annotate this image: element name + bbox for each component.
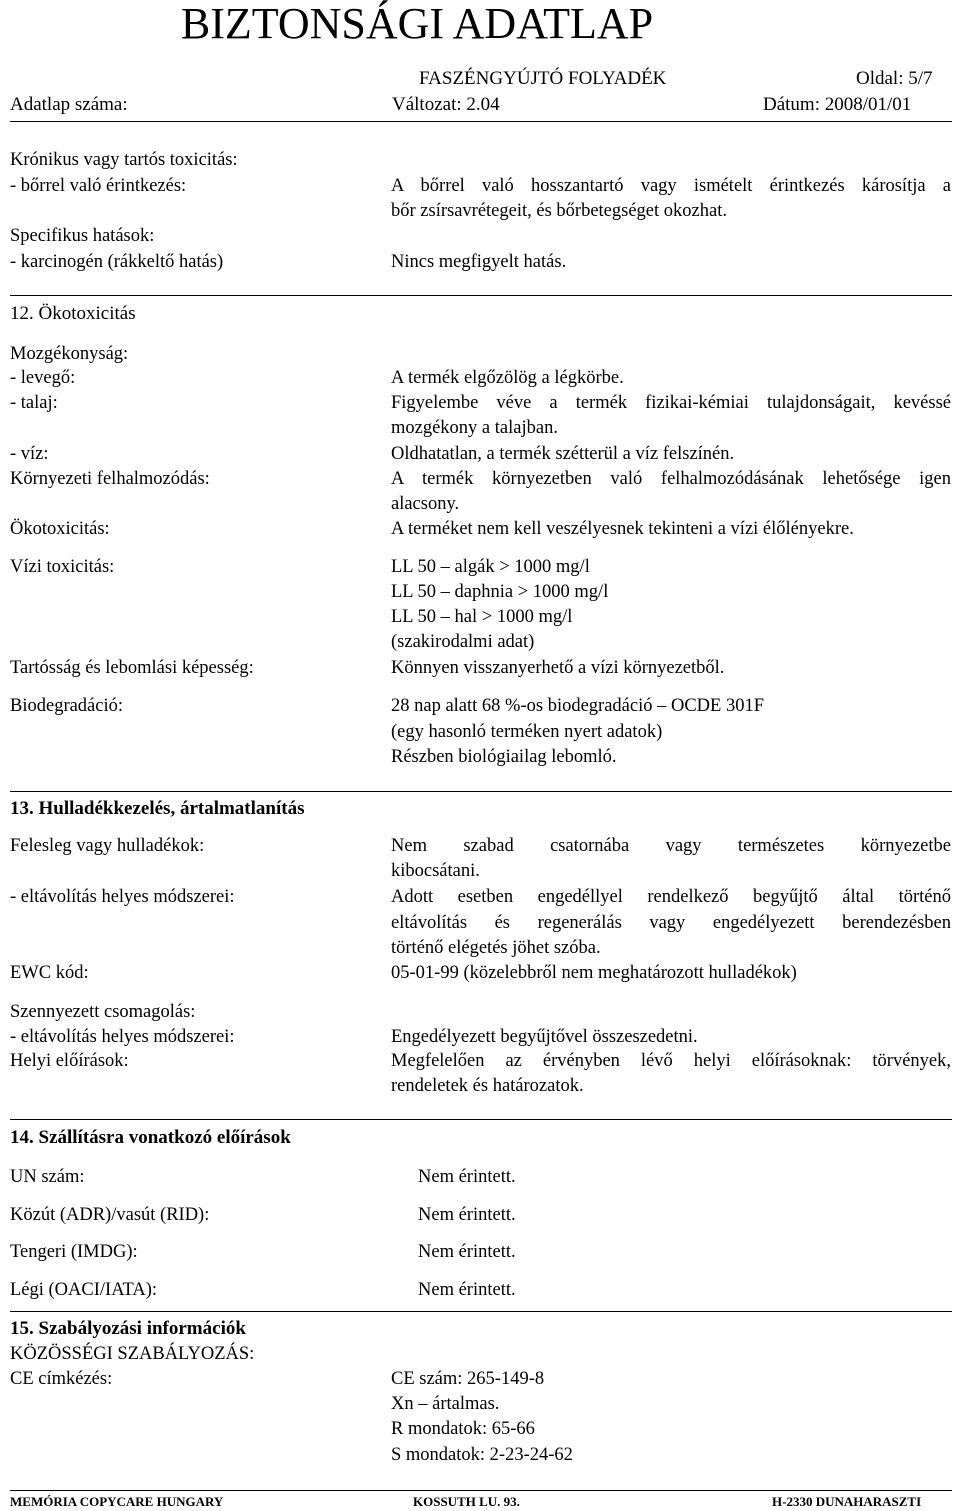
persistence-label: Tartósság és lebomlási képesség:	[10, 658, 254, 678]
local-rules-line2: rendeletek és határozatok.	[391, 1076, 584, 1096]
air-transport-label: Légi (OACI/IATA):	[10, 1280, 157, 1300]
s-phrases: S mondatok: 2-23-24-62	[391, 1445, 573, 1465]
section-divider	[10, 791, 952, 792]
disposal-line3: történő elégetés jöhet szóba.	[391, 938, 601, 958]
section-divider	[10, 295, 952, 296]
skin-contact-line1: A bőrrel való hosszantartó vagy ismételt érintkezés károsítja a	[391, 176, 951, 196]
section-12-heading: 12. Ökotoxicitás	[10, 303, 136, 324]
r-phrases: R mondatok: 65-66	[391, 1419, 535, 1439]
sheet-number-label: Adatlap száma:	[10, 94, 128, 115]
air-value: A termék elgőzölög a légkörbe.	[391, 368, 624, 388]
persistence-value: Könnyen visszanyerhető a vízi környezetből.	[391, 658, 725, 678]
ecotoxicity-value: A terméket nem kell veszélyesnek tekinteni a vízi élőlényekre.	[391, 519, 854, 539]
community-regulation-label: KÖZÖSSÉGI SZABÁLYOZÁS:	[10, 1344, 255, 1364]
aquatic-daphnia: LL 50 – daphnia > 1000 mg/l	[391, 582, 609, 602]
biodegradation-label: Biodegradáció:	[10, 696, 124, 716]
disposal-line2: eltávolítás és regenerálás vagy engedélyezett berendezésben	[391, 913, 951, 933]
aquatic-fish: LL 50 – hal > 1000 mg/l	[391, 607, 573, 627]
aquatic-source: (szakirodalmi adat)	[391, 632, 535, 652]
local-rules-line1: Megfelelően az érvényben lévő helyi előírásoknak: törvények,	[391, 1051, 951, 1071]
air-transport-value: Nem érintett.	[418, 1280, 516, 1300]
disposal-label: - eltávolítás helyes módszerei:	[10, 887, 235, 907]
biodegradation-result: Részben biológiailag lebomló.	[391, 747, 617, 767]
un-number-label: UN szám:	[10, 1167, 85, 1187]
disposal-line1: Adott esetben engedéllyel rendelkező begyűjtő által történő	[391, 887, 951, 907]
accumulation-label: Környezeti felhalmozódás:	[10, 469, 210, 489]
date: Dátum: 2008/01/01	[763, 94, 912, 115]
ewc-value: 05-01-99 (közelebbről nem meghatározott hulladékok)	[391, 963, 797, 983]
section-14-heading: 14. Szállításra vonatkozó előírások	[10, 1127, 291, 1148]
product-name: FASZÉNGYÚJTÓ FOLYADÉK	[419, 68, 667, 89]
ewc-label: EWC kód:	[10, 963, 89, 983]
surplus-line2: kibocsátani.	[391, 861, 480, 881]
carcinogen-value: Nincs megfigyelt hatás.	[391, 252, 567, 272]
un-number-value: Nem érintett.	[418, 1167, 516, 1187]
ce-number: CE szám: 265-149-8	[391, 1369, 545, 1389]
header-divider	[10, 121, 952, 122]
aquatic-toxicity-label: Vízi toxicitás:	[10, 557, 115, 577]
sea-value: Nem érintett.	[418, 1242, 516, 1262]
road-rail-value: Nem érintett.	[418, 1205, 516, 1225]
surplus-label: Felesleg vagy hulladékok:	[10, 836, 205, 856]
road-rail-label: Közút (ADR)/vasút (RID):	[10, 1205, 210, 1225]
air-label: - levegő:	[10, 368, 76, 388]
water-value: Oldhatatlan, a termék szétterül a víz felszínén.	[391, 444, 735, 464]
surplus-line1: Nem szabad csatornába vagy természetes környezetbe	[391, 836, 951, 856]
footer-divider	[10, 1490, 952, 1491]
footer-city: H-2330 DUNAHARASZTI	[772, 1494, 922, 1509]
footer-street: KOSSUTH LU. 93.	[413, 1494, 520, 1509]
chronic-heading: Krónikus vagy tartós toxicitás:	[10, 150, 238, 170]
specific-effects-label: Specifikus hatások:	[10, 226, 155, 246]
skin-contact-label: - bőrrel való érintkezés:	[10, 176, 187, 196]
soil-line1: Figyelembe véve a termék fizikai-kémiai tulajdonságait, kevéssé	[391, 393, 951, 413]
section-13-heading: 13. Hulladékkezelés, ártalmatlanítás	[10, 798, 305, 819]
soil-line2: mozgékony a talajban.	[391, 418, 558, 438]
packaging-disposal-label: - eltávolítás helyes módszerei:	[10, 1027, 235, 1047]
hazard-symbol: Xn – ártalmas.	[391, 1394, 500, 1414]
biodegradation-value: 28 nap alatt 68 %-os biodegradáció – OCDE 301F	[391, 696, 765, 716]
document-title: BIZTONSÁGI ADATLAP	[180, 0, 654, 48]
version: Változat: 2.04	[392, 94, 500, 115]
carcinogen-label: - karcinogén (rákkeltő hatás)	[10, 252, 224, 272]
biodegradation-note: (egy hasonló terméken nyert adatok)	[391, 722, 663, 742]
section-divider	[10, 1119, 952, 1120]
accumulation-line1: A termék környezetben való felhalmozódásának lehetősége igen	[391, 469, 951, 489]
section-15-heading: 15. Szabályozási információk	[10, 1318, 246, 1339]
water-label: - víz:	[10, 444, 49, 464]
page-number: Oldal: 5/7	[856, 68, 933, 89]
aquatic-algae: LL 50 – algák > 1000 mg/l	[391, 557, 590, 577]
ce-labelling-label: CE címkézés:	[10, 1369, 113, 1389]
section-divider	[10, 1311, 952, 1312]
local-rules-label: Helyi előírások:	[10, 1051, 129, 1071]
ecotoxicity-label: Ökotoxicitás:	[10, 519, 110, 539]
sea-label: Tengeri (IMDG):	[10, 1242, 138, 1262]
skin-contact-line2: bőr zsírsavrétegeit, és bőrbetegséget okozhat.	[391, 201, 727, 221]
footer-company: MEMÓRIA COPYCARE HUNGARY	[10, 1494, 224, 1509]
packaging-disposal-value: Engedélyezett begyűjtővel összeszedetni.	[391, 1027, 698, 1047]
accumulation-line2: alacsony.	[391, 494, 460, 514]
soil-label: - talaj:	[10, 393, 58, 413]
packaging-label: Szennyezett csomagolás:	[10, 1002, 196, 1022]
mobility-label: Mozgékonyság:	[10, 344, 129, 364]
